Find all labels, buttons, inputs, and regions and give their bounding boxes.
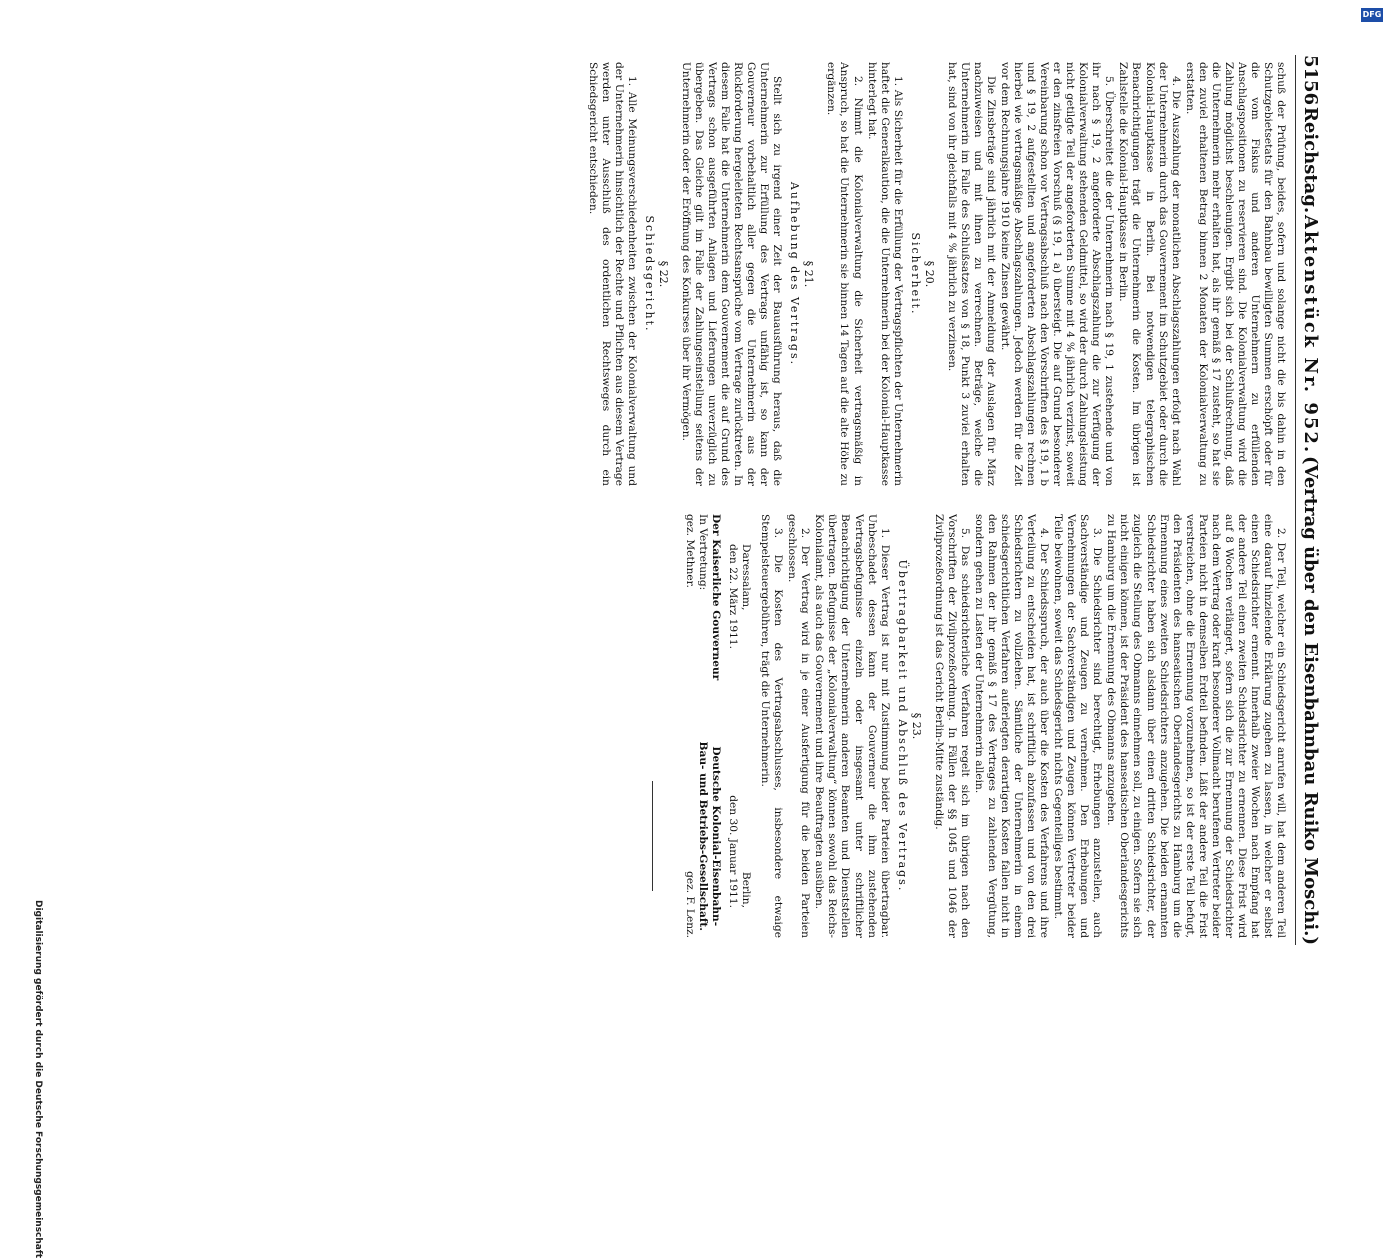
page-number: 5156	[1300, 55, 1321, 106]
paragraph: Stellt sich zu irgend einer Zeit der Bauausführung heraus, daß die Unternehmerin zur Erfüllung des Vertrags unfähig ist, so kann der Gouverneur vorbehaltlich aller gegen die Unternehmerin aus der Rückforderung hergeleiteten Rechtsansprüche vom Vertrage zurücktreten. In diesem Falle hat die Unternehmerin dem Gouvernement die auf Grund des Vertrags schon ausgeführten Anlagen und Lieferungen unverzüglich zu übergeben. Das Gleiche gilt im Falle der Zahlungseinstellung seitens der Unternehmerin oder der Eröffnung des Konkurses über ihr Vermögen.	[679, 62, 784, 486]
section-number: § 23.	[909, 712, 923, 740]
section-title: Schiedsgericht.	[642, 215, 656, 333]
place-date-row	[726, 514, 752, 938]
section-number: § 21.	[802, 260, 816, 288]
section-title: Sicherheit.	[908, 232, 922, 316]
paragraph: 1. Als Sicherheit für die Erfüllung der Vertragspflichten der Unternehmerin haftet die Generalkaution, die die Unternehmerin bei der Kolonial-Hauptkasse hinterlegt hat.	[865, 62, 904, 486]
signatory-title: Der Kaiserliche Gouverneur	[710, 514, 723, 681]
paragraph: 3. Die Schiedsrichter sind berechtigt, Erhebungen anzustellen, auch Sachverständige und Zeugen zu vernehmen. Den Erhebungen und Vernehmungen der Sachverständigen und Zeugen können Vertreter beider Teile beiwohnen, soweit das Schiedsgericht nichts Gegenteiliges bestimmt.	[1052, 514, 1104, 938]
paragraph: 1. Dieser Vertrag ist nur mit Zustimmung beider Parteien übertragbar. Unbeschadet dessen kann der Gouverneur die ihm zustehenden Vertragsbefugnisse einzeln oder insgesamt unter schriftlicher Benachrichtigung der Unternehmerin anderen Beamten und Dienststellen übertragen. Befugnisse der „Kolonialverwaltung“ können sowohl das Reichs-Kolonialamt, als auch das Gouvernement und ihre Beauftragten ausüben.	[813, 514, 891, 938]
signatory-name: gez. F. Lenz.	[683, 871, 696, 938]
paragraph: 4. Die Auszahlung der monatlichen Abschlagszahlungen erfolgt nach Wahl der Unternehmerin durch das Gouvernement im Schutzgebiet oder durch die Kolonial-Hauptkasse in Berlin. Bei notwendigen telegraphischen Benachrichtigungen trägt die Unternehmerin die Kosten. Im übrigen ist Zahlstelle die Kolonial-Hauptkasse in Berlin.	[1117, 62, 1182, 486]
section-number: § 22.	[656, 260, 670, 288]
paragraph: schuß der Prüfung, beides, sofern und solange nicht die bis dahin in den Schutzgebietsetats für den Bahnbau bewilligten Summen erschöpft oder für die vom Fiskus und anderen Unternehmern zu erfüllenden Anschlagspositionen zu reservieren sind. Die Kolonialverwaltung wird die Zahlung möglichst beschleunigen. Ergibt sich bei der Schlußrechnung, daß die Unternehmerin mehr erhalten hat, als ihr gemäß § 17 zusteht, so hat sie den zuviel erhaltenen Betrag binnen 2 Monaten der Kolonialverwaltung zu erstatten.	[1183, 62, 1287, 486]
section-number: § 20.	[922, 260, 936, 288]
paragraph: 1. Alle Meinungsverschiedenheiten zwischen der Kolonialverwaltung und der Unternehmerin hinsichtlich der Rechte und Pflichten aus diesem Vertrage werden unter Ausschluß des ordentlichen Rechtsweges durch ein Schiedsgericht entschieden.	[586, 62, 638, 486]
header-right: (Vertrag über den Eisenbahnbau Ruiko Moschi.)	[1300, 456, 1321, 945]
paragraph: 4. Der Schiedsspruch, der auch über die Kosten des Verfahrens und ihre Verteilung zu entscheiden hat, ist schriftlich abzufassen und von den drei Schiedsrichtern zu vollziehen. Sämtliche der Unternehmerin in einem schiedsgerichtlichen Verfahren auferlegten derartigen Kosten fallen nicht in den Rahmen der ihr gemäß § 17 des Vertrages zu zahlenden Vergütung, sondern gehen zu Lasten der Unternehmerin allein.	[972, 514, 1051, 938]
right-column	[117, 514, 1287, 938]
signature-rule	[652, 781, 653, 891]
running-header	[1295, 55, 1321, 945]
digitization-credit: Digitalisierung gefördert durch die Deutsche Forschungsgemeinschaft	[33, 900, 43, 1258]
signatory-company: Deutsche Kolonial-Eisenbahn-Bau- und Betriebs-Gesellschaft.	[697, 741, 723, 931]
header-left: Reichstag.	[1300, 106, 1321, 214]
section-title: Aufhebung des Vertrags.	[788, 181, 802, 367]
date-right: den 30. Januar 1911.	[727, 795, 740, 908]
paragraph: 2. Der Teil, welcher ein Schiedsgericht anrufen will, hat dem anderen Teil eine darauf hinzielende Erklärung zugehen zu lassen, in welcher er selbst einen Schiedsrichter ernennt. Innerhalb zweier Wochen nach Empfang hat der andere Teil einen zweiten Schiedsrichter zu ernennen. Diese Frist wird auf 8 Wochen verlängert, sofern sich die zur Ernennung der Schiedsrichter nach dem Vertrag oder kraft besonderer Vollmacht berufenen Vertreter beider Parteien nicht in demselben Erdteil befinden. Läßt der andere Teil die Frist verstreichen, ohne die Ernennung vorzunehmen, so ist der erste Teil befugt, den Präsidenten des hanseatischen Oberlandesgerichts zu Hamburg um die Ernennung eines zweiten Schiedsrichters anzugehen. Die beiden ernannten Schiedsrichter haben sich alsdann über einen dritten Schiedsrichter, der zugleich die Stellung des Obmanns einnehmen soll, zu einigen. Sofern sie sich nicht einigen können, ist der Präsident des hanseatischen Oberlandesgerichts zu Hamburg um die Ernennung des Obmanns anzugehen.	[1105, 514, 1287, 938]
place-left: Daressalam,	[740, 544, 753, 611]
signatory-note: In Vertretung:	[697, 514, 710, 591]
paragraph: 5. Das schiedsrichterliche Verfahren regelt sich im übrigen nach den Vorschriften der Zivilprozeßordnung. In Fällen der §§ 1045 und 1046 der Zivilprozeßordnung ist das Gericht Berlin-Mitte zuständig.	[932, 514, 971, 938]
paragraph: 5. Überschreitet die der Unternehmerin nach § 19, 1 zustehende und von ihr nach § 19, 2 angeforderte Abschlagszahlung die zur Verfügung der Kolonialverwaltung stehenden Geldmittel, so wird der durch Zahlungsleistung nicht getilgte Teil der angeforderten Summe mit 4 % jährlich verzinst, soweit er den zinsfreien Vorschuß (§ 19, 1 a) übersteigt. Die auf Grund besonderer Vereinbarung schon vor Vertragsabschluß nach den Vorschriften des § 19, 1 b und § 19, 2 aufgestellten und angeforderten Abschlagszahlungen rechnen hierbei wie vertragsmäßige Abschlagszahlungen. Jedoch werden für die Zeit vor dem Rechnungsjahre 1910 keine Zinsen gewährt.	[999, 62, 1116, 486]
place-right: Berlin,	[740, 871, 753, 908]
place-date-left	[726, 544, 752, 649]
paragraph: 2. Der Vertrag wird in je einer Ausfertigung für die beiden Parteien geschlossen.	[786, 514, 812, 938]
signatory-name: gez. Methner.	[683, 514, 696, 588]
signature-block	[652, 514, 722, 938]
signature-left	[652, 514, 722, 718]
dfg-logo: DFG	[1361, 8, 1383, 22]
date-left: den 22. März 1911.	[727, 544, 740, 649]
header-middle: Aktenstück Nr. 952.	[1300, 215, 1321, 455]
paragraph: Die Zinsbeträge sind jährlich mit der Anmeldung der Auslagen für März nachzuweisen und mit ihnen zu verrechnen. Beträge, welche die Unternehmerin im Falle des Schlußsatzes von § 18, Punkt 3 zuviel erhalten hat, sind von ihr gleichfalls mit 4 % jährlich zu verzinsen.	[945, 62, 997, 486]
section-title: Übertragbarkeit und Abschluß des Vertrags.	[895, 559, 909, 893]
paragraph: 2. Nimmt die Kolonialverwaltung die Sicherheit vertragsmäßig in Anspruch, so hat die Unternehmerin sie binnen 14 Tagen auf die alte Höhe zu ergänzen.	[825, 62, 864, 486]
paragraph: 3. Die Kosten des Vertragsabschlusses, insbesondere etwaige Stempelsteuergebühren, trägt die Unternehmerin.	[759, 514, 785, 938]
signature-right	[652, 734, 722, 938]
left-column	[117, 62, 1287, 486]
place-date-right	[726, 795, 752, 908]
